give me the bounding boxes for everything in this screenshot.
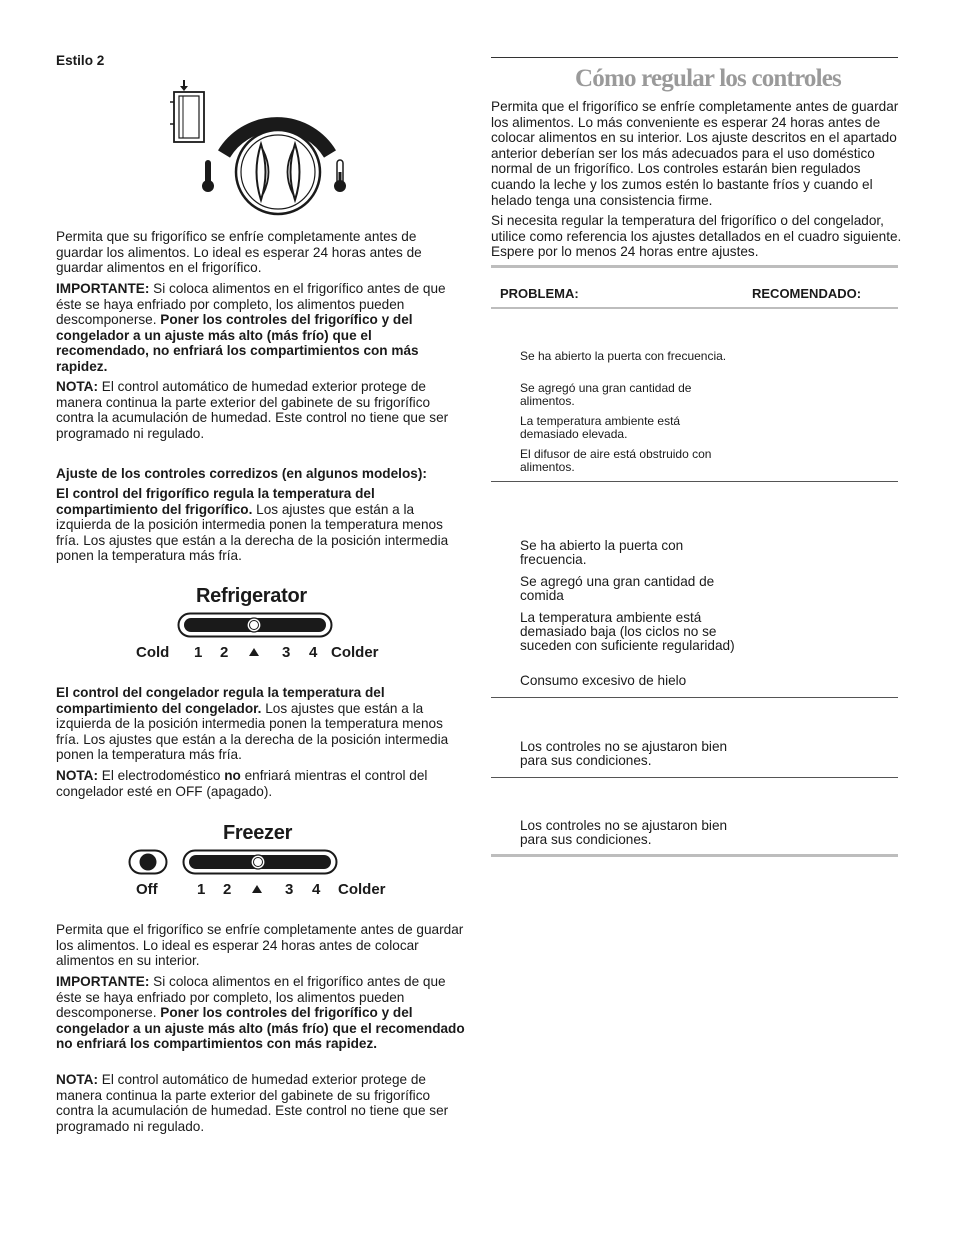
refrigerator-scale-cold: Cold [136,644,170,661]
note-paragraph [56,379,466,441]
freezer-control-bold: El control del congelador regula la temperatura del compartimiento del congelador. [56,685,385,716]
column-header-problem: PROBLEMA: [500,286,579,301]
note-label: NOTA: [56,379,99,394]
temperature-dial [236,130,320,214]
table-cell: Los controles no se ajustaron bien para sus condiciones. [520,818,728,847]
thermometer-warm-icon [202,160,214,192]
table-header-rule [491,307,898,309]
refrigerator-scale-3: 3 [282,644,291,661]
freezer-scale-1: 1 [197,881,206,898]
table-cell: La temperatura ambiente está demasiado elevada. [520,414,681,441]
important-label: IMPORTANTE: [56,281,150,296]
section-heading: Cómo regular los controles [575,65,841,92]
note-label-2: NOTA: [56,1072,99,1087]
important-paragraph-2 [56,974,466,1052]
freezer-pointer-icon [252,885,262,894]
slide-controls-heading: Ajuste de los controles corredizos (en algunos modelos): [56,466,427,481]
table-bottom-rule [491,854,898,857]
note-paragraph-2 [56,1072,466,1134]
table-row-divider [491,481,898,482]
important-text: Si coloca alimentos en el frigorífico antes de que éste se haya enfriado por completo, los alimentos pueden descomponerse. [56,281,446,328]
column-header-recommended: RECOMENDADO: [752,286,862,301]
freezer-slider[interactable] [182,849,338,875]
important-bold-text-2: Poner los controles del frigorífico y del congelador a un ajuste más alto (más frío) que el recomendado no enfriará los compartimientos con más rapidez. [56,1005,465,1052]
note-text-2: El control automático de humedad exterior protege de manera continua la parte exterior del gabinete de su frigorífico contra la acumulación de humedad. Este control no tiene que ser programado ni regulado. [56,1072,449,1134]
thermometer-cold-icon [334,160,346,192]
freezer-scale-colder: Colder [338,881,386,898]
refrigerator-scale-2: 2 [220,644,229,661]
important-bold-text: Poner los controles del frigorífico y del congelador a un ajuste más alto (más frío) que el recomendado, no enfriará los compartimientos con más rapidez. [56,312,419,374]
note-off-text-1: El electrodoméstico [98,768,225,783]
refrigerator-scale-colder: Colder [331,644,379,661]
table-cell: Se agregó una gran cantidad de comida [520,574,715,603]
freezer-control-text: Los ajustes que están a la izquierda de la posición intermedia ponen la temperatura menos fría. Los ajustes que están a la derecha de la posición intermedia ponen la temperatura más fría. [56,700,449,763]
table-row-divider [491,697,898,698]
refrigerator-slider-knob[interactable] [247,618,261,632]
table-cell: Se ha abierto la puerta con frecuencia. [520,538,684,567]
refrigerator-icon [170,80,204,142]
intro-paragraph: Permita que su frigorífico se enfríe completamente antes de guardar los alimentos. Lo ideal es esperar 24 horas antes de guardar alimentos en el frigorífico. [56,229,422,276]
table-cell: Los controles no se ajustaron bien para sus condiciones. [520,739,728,768]
adjust-intro-paragraph: Permita que el frigorífico se enfríe completamente antes de guardar los alimentos. Lo más conveniente es esperar 24 horas antes de colocar alimentos en su interior. Los ajuste descritos en el apartado anterior deberían ser los más adecuados para el uso doméstico normal de un frigorífico. Los controles estarán bien regulados cuando la leche y los zumos estén lo bastante fríos y cuando el helado tenga una consistencia firme. [491,99,899,208]
style-label: Estilo 2 [56,53,105,68]
important-paragraph [56,281,466,375]
table-row-divider [491,777,898,778]
note-text: El control automático de humedad exterior protege de manera continua la parte exterior del gabinete de su frigorífico contra la acumulación de humedad. Este control no tiene que ser programado ni regulado. [56,379,449,441]
intro-paragraph-2: Permita que el frigorífico se enfríe completamente antes de guardar los alimentos. Lo ideal es esperar 24 horas antes de colocar alimentos en su interior. [56,922,464,969]
note-off-paragraph [56,768,466,799]
refrigerator-control-title: Refrigerator [196,585,307,607]
fridge-control-bold: El control del frigorífico regula la temperatura del compartimiento del frigorífico. [56,486,375,517]
table-cell: Consumo excesivo de hielo [520,673,687,688]
fridge-control-text: Los ajustes que están a la izquierda de la posición intermedia ponen la temperatura menos fría. Los ajustes que están a la derecha de la posición intermedia ponen la temperatura más fría. [56,501,449,564]
table-top-rule [491,265,898,268]
table-cell: El difusor de aire está obstruido con alimentos. [520,447,712,474]
heading-top-rule [491,57,898,58]
refrigerator-scale-1: 1 [194,644,203,661]
refrigerator-pointer-icon [249,648,259,657]
dial-control-illustration [166,78,358,216]
refrigerator-scale-4: 4 [309,644,318,661]
table-cell: Se ha abierto la puerta con frecuencia. [520,349,727,363]
note-off-label: NOTA: [56,768,99,783]
freezer-scale-4: 4 [312,881,321,898]
freezer-off-button[interactable] [128,849,168,875]
freezer-control-title: Freezer [223,822,293,844]
freezer-control-paragraph [56,685,466,763]
freezer-scale-off: Off [136,881,158,898]
important-label-2: IMPORTANTE: [56,974,150,989]
refrigerator-slider[interactable] [177,612,333,638]
note-off-text-2: enfriará mientras el control del congelador esté en OFF (apagado). [56,768,428,799]
table-cell: La temperatura ambiente está demasiado baja (los ciclos no se suceden con suficiente regularidad) [520,610,735,653]
adjust-reference-paragraph: Si necesita regular la temperatura del frigorífico o del congelador, utilice como referencia los ajustes detallados en el cuadro siguiente. Espere por lo menos 24 horas entre ajustes. [491,213,902,260]
table-cell: Se agregó una gran cantidad de alimentos. [520,381,692,408]
freezer-slider-knob[interactable] [251,855,265,869]
freezer-scale-3: 3 [285,881,294,898]
note-off-no: no [224,768,241,783]
fridge-control-paragraph [56,486,466,564]
important-text-2: Si coloca alimentos en el frigorífico antes de que éste se haya enfriado por completo, los alimentos pueden descomponerse. [56,974,446,1021]
freezer-scale-2: 2 [223,881,232,898]
